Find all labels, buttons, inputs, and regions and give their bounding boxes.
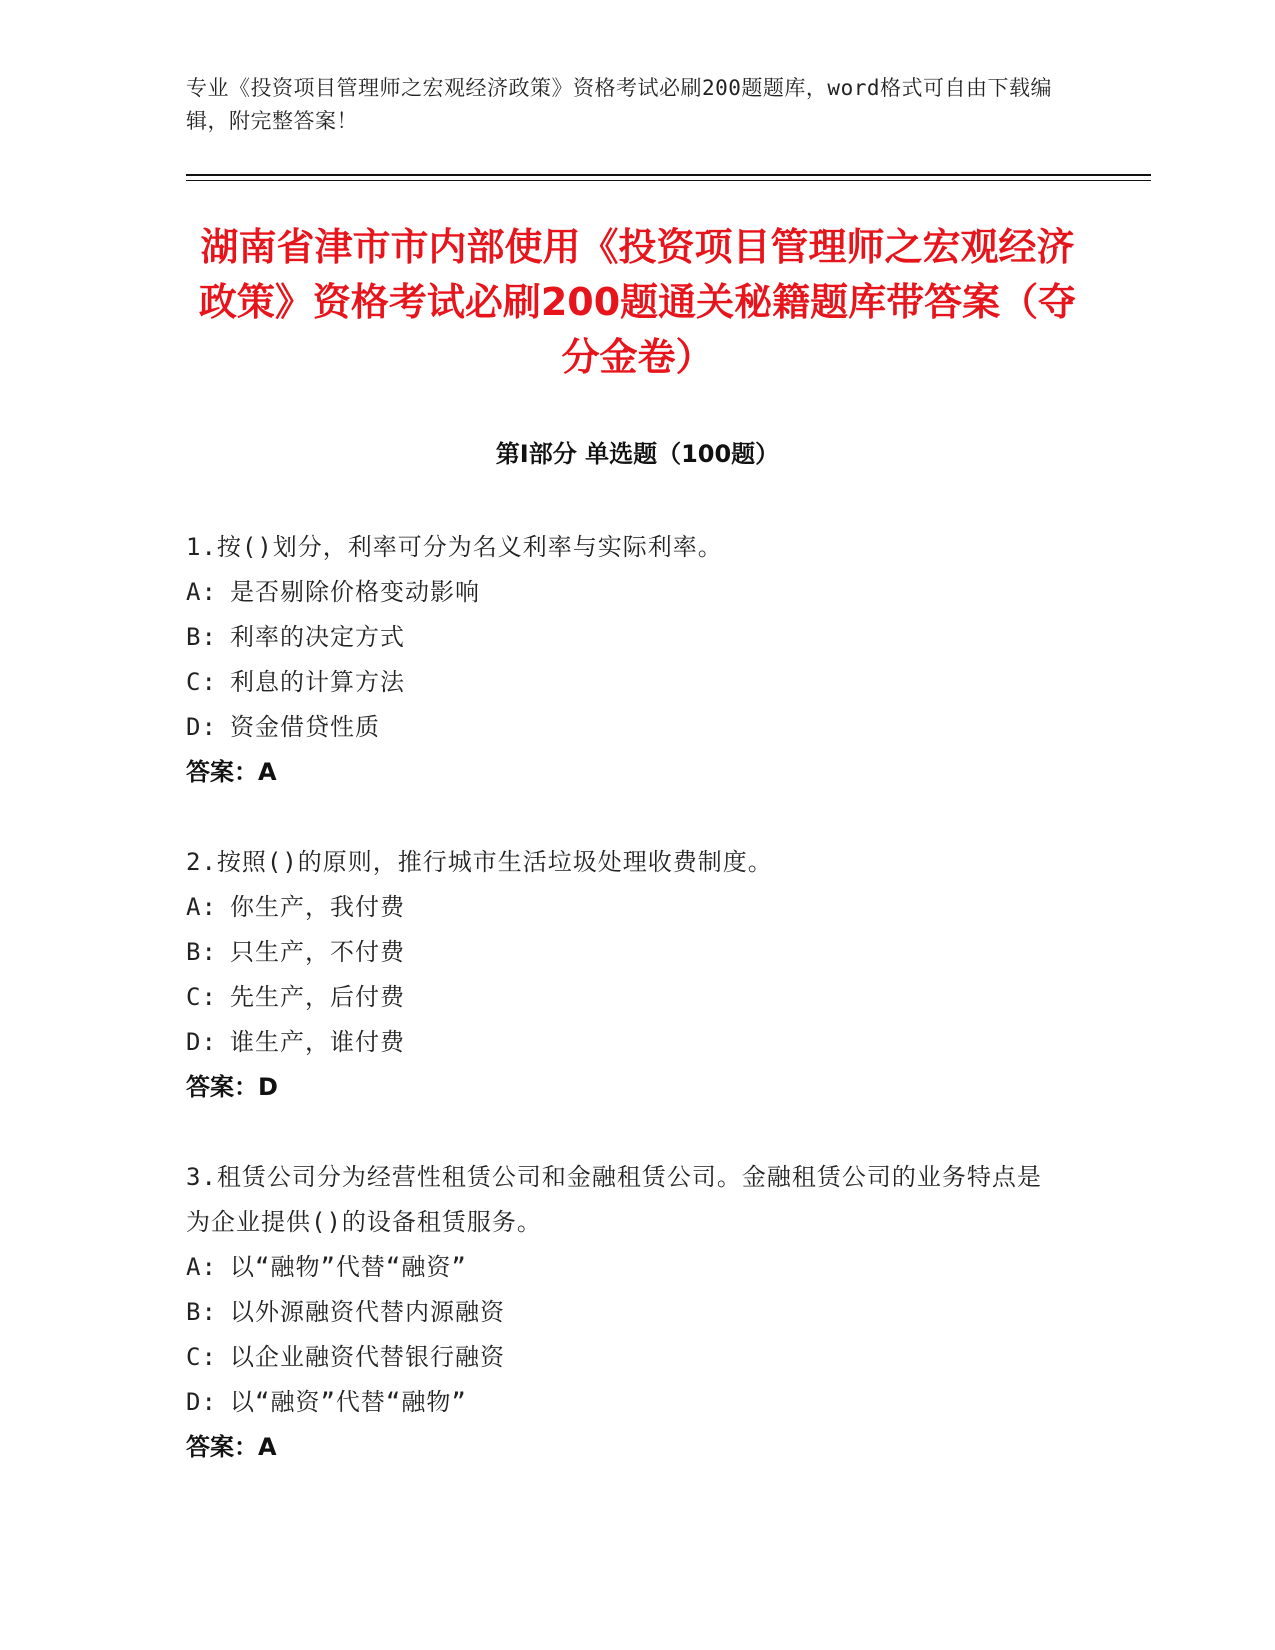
option-letter: C:: [186, 983, 217, 1011]
option-a: [186, 885, 1066, 930]
document-title: 湖南省津市市内部使用《投资项目管理师之宏观经济政策》资格考试必刷200题通关秘籍题库带答案（夺分金卷）: [198, 225, 1077, 379]
option-letter: C:: [186, 1343, 217, 1371]
option-c: [186, 975, 1066, 1020]
question-block: [186, 840, 1066, 1110]
option-letter: D:: [186, 713, 217, 741]
option-letter: A:: [186, 1253, 217, 1281]
option-a: [186, 570, 1066, 615]
option-text: 利息的计算方法: [230, 668, 405, 696]
header-divider-thin: [186, 180, 1151, 181]
option-letter: B:: [186, 623, 217, 651]
option-d: [186, 1020, 1066, 1065]
option-letter: B:: [186, 1298, 217, 1326]
option-d: [186, 1380, 1066, 1425]
option-letter: C:: [186, 668, 217, 696]
option-text: 以“融资”代替“融物”: [230, 1388, 467, 1416]
option-text: 只生产，不付费: [230, 938, 405, 966]
answer-line: 答案：D: [186, 1073, 278, 1101]
option-b: [186, 930, 1066, 975]
option-d: [186, 705, 1066, 750]
option-c: [186, 1335, 1066, 1380]
header-note: 专业《投资项目管理师之宏观经济政策》资格考试必刷200题题库，word格式可自由下载编辑，附完整答案！: [186, 76, 1052, 133]
option-text: 以外源融资代替内源融资: [230, 1298, 505, 1326]
question-block: [186, 525, 1066, 795]
option-text: 资金借贷性质: [230, 713, 380, 741]
answer-line: 答案：A: [186, 1433, 277, 1461]
header-divider-thick: [186, 174, 1151, 176]
option-letter: A:: [186, 893, 217, 921]
option-text: 先生产，后付费: [230, 983, 405, 1011]
option-a: [186, 1245, 1066, 1290]
question-stem: 1.按()划分，利率可分为名义利率与实际利率。: [186, 533, 723, 561]
question-stem: 3.租赁公司分为经营性租赁公司和金融租赁公司。金融租赁公司的业务特点是为企业提供()的设备租赁服务。: [186, 1163, 1042, 1236]
option-text: 利率的决定方式: [230, 623, 405, 651]
option-b: [186, 1290, 1066, 1335]
section-title: 第Ⅰ部分 单选题（100题）: [495, 440, 780, 468]
answer-line: 答案：A: [186, 758, 277, 786]
question-block: [186, 1155, 1066, 1470]
option-letter: D:: [186, 1388, 217, 1416]
option-text: 以“融物”代替“融资”: [230, 1253, 467, 1281]
option-letter: B:: [186, 938, 217, 966]
option-b: [186, 615, 1066, 660]
option-text: 谁生产，谁付费: [230, 1028, 405, 1056]
option-text: 以企业融资代替银行融资: [230, 1343, 505, 1371]
option-text: 是否剔除价格变动影响: [230, 578, 480, 606]
option-c: [186, 660, 1066, 705]
question-stem: 2.按照()的原则，推行城市生活垃圾处理收费制度。: [186, 848, 773, 876]
option-letter: A:: [186, 578, 217, 606]
option-letter: D:: [186, 1028, 217, 1056]
option-text: 你生产，我付费: [230, 893, 405, 921]
